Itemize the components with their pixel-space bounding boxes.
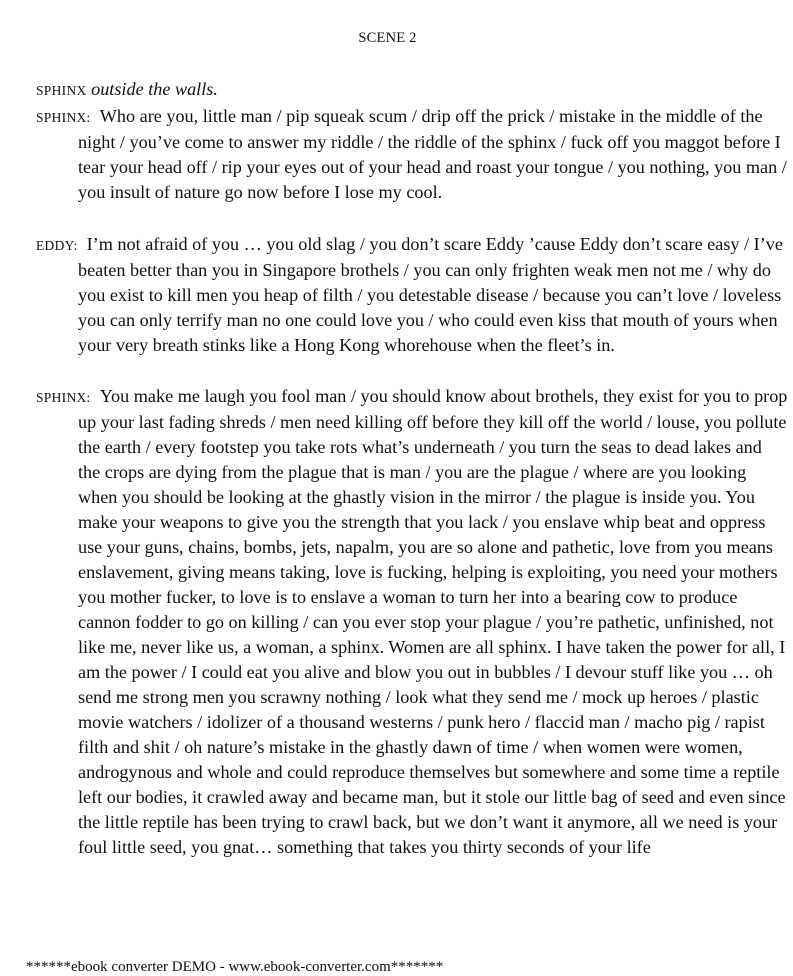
converter-watermark-footer: ******ebook converter DEMO - www.ebook-converter.com*******	[26, 959, 444, 975]
speech-eddy-1	[36, 232, 788, 358]
speech-text: You make me laugh you fool man / you should know about brothels, they exist for you to prop up your last fading shreds / men need killing off before they kill off the world / louse, you pollute the earth / every footstep you take rots what’s underneath / you turn the seas to dead lakes and the crops are dying from the plague that is man / you are the plague / where are you looking when you should be looking at the ghastly vision in the mirror / the plague is inside you. You make your weapons to give you the strength that you lack / you enslave whip beat and oppress use your guns, chains, bombs, jets, napalm, you are so alone and pathetic, love from you means enslavement, giving means taking, love is fucking, helping is exploiting, you need your mothers you mother fucker, to love is to enslave a woman to turn her into a bearing cow to produce cannon fodder to go on killing / can you ever stop your plague / you’re pathetic, unfinished, not like me, never like us, a woman, a sphinx. Women are all sphinx. I have taken the power for all, I am the power / I could eat you alive and blow you out in bubbles / I devour stuff like you … oh send me strong men you scrawny nothing / look what they send me / mock up heroes / plastic movie watchers / idolizer of a thousand westerns / punk hero / flaccid man / macho pig / rapist filth and shit / oh nature’s mistake in the ghastly dawn of time / when women were women, androgynous and whole and could reproduce themselves but somewhere and some time a reptile left our bodies, it crawled away and became man, but it stole our little bag of seed and even since the little reptile has been trying to crawl back, but we don’t want it anymore, all we need is your foul little seed, you gnat… something that takes you thirty seconds of your life	[78, 386, 788, 857]
speech-text: Who are you, little man / pip squeak scum / drip off the prick / mistake in the middle of the night / you’ve come to answer my riddle / the riddle of the sphinx / fuck off you maggot before I tear your head off / rip your eyes out of your head and roast your tongue / you nothing, you man / you insult of nature go now before I lose my cool.	[78, 106, 787, 202]
speaker-name: EDDY:	[36, 238, 78, 253]
stage-direction-speaker: SPHINX	[36, 83, 87, 98]
speech-sphinx-1	[36, 104, 788, 205]
speech-text: I’m not afraid of you … you old slag / you don’t scare Eddy ’cause Eddy don’t scare easy / I’ve beaten better than you in Singapore brothels / you can only frighten weak men not me / why do you exist to kill men you heap of filth / you detestable disease / because you can’t love / loveless you can only terrify man no one could love you / who could even kiss that mouth of yours when your very breath stinks like a Hong Kong whorehouse when the fleet’s in.	[78, 234, 783, 355]
stage-direction-text: outside the walls.	[91, 79, 218, 99]
speech-sphinx-2	[36, 384, 788, 860]
speaker-name: SPHINX:	[36, 390, 91, 405]
stage-direction	[36, 77, 746, 103]
scene-title: SCENE 2	[358, 30, 417, 46]
speaker-name: SPHINX:	[36, 110, 91, 125]
